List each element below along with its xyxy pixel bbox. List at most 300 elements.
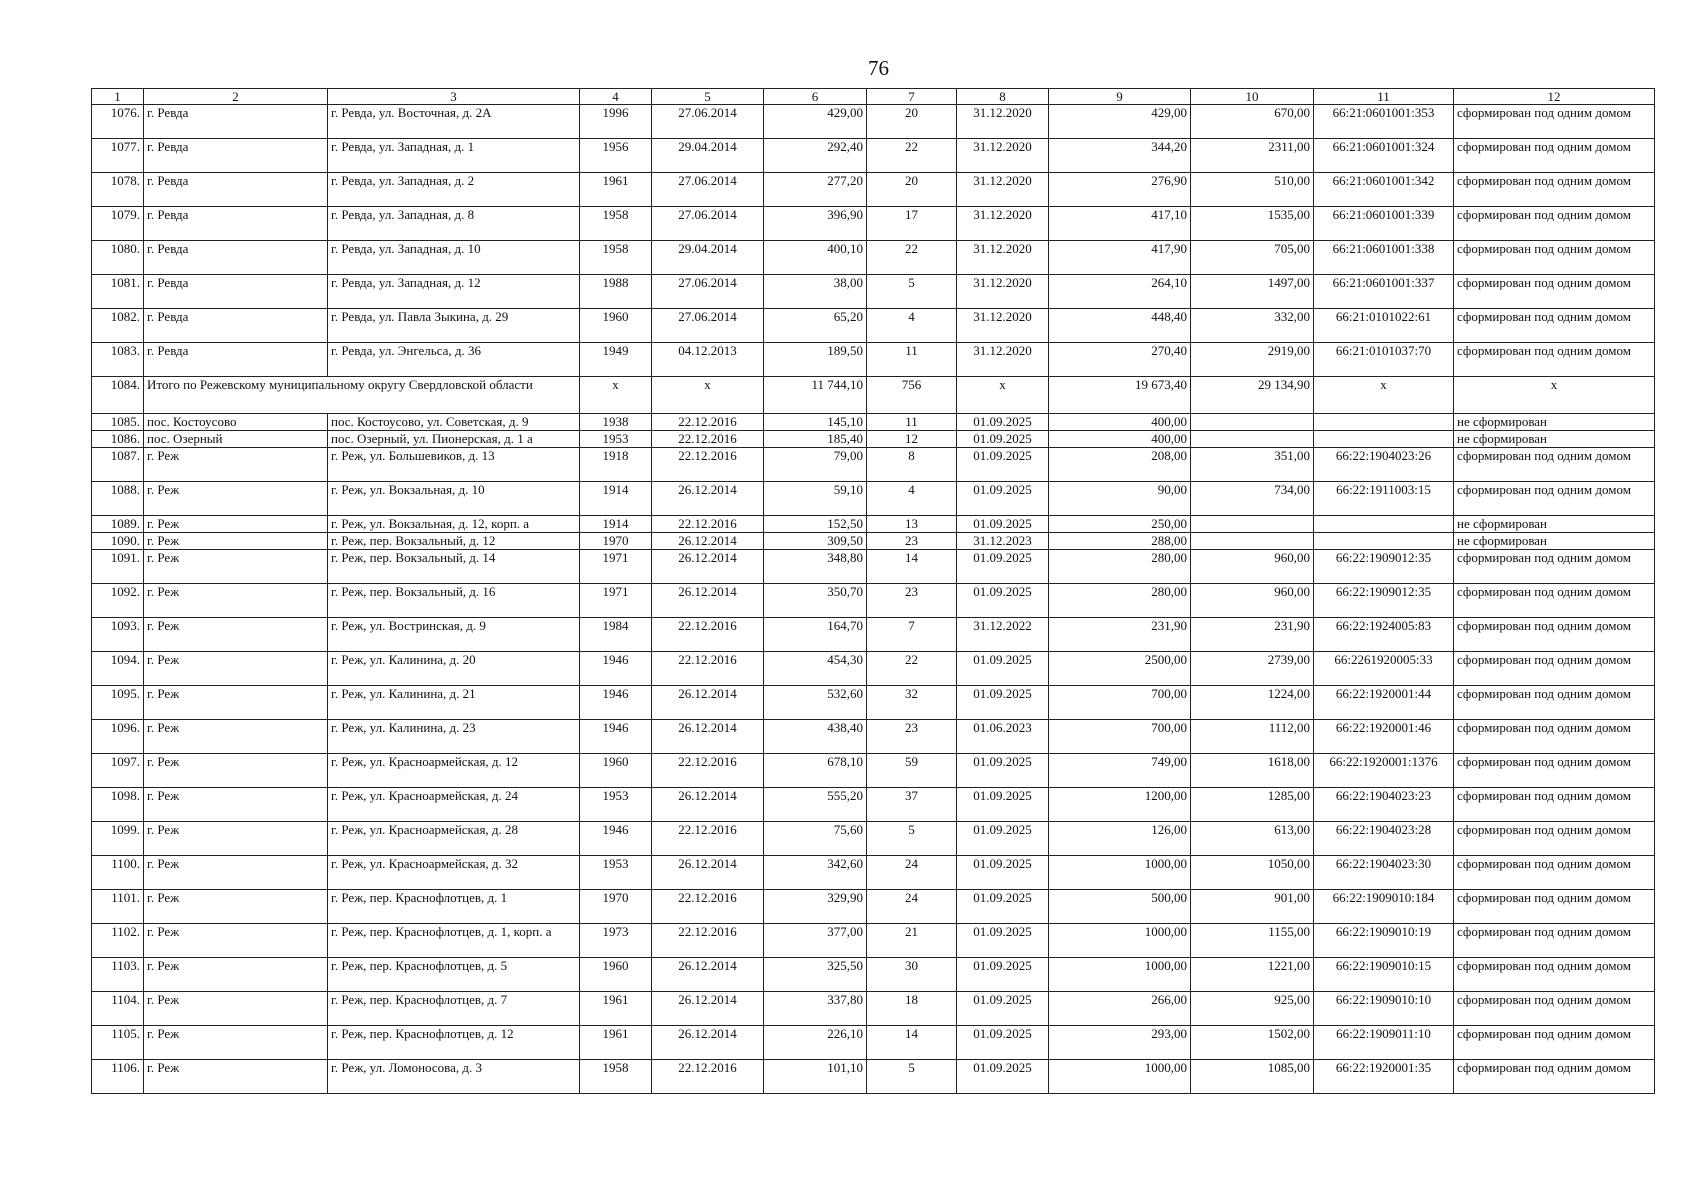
cell-date: 29.04.2014 [652, 241, 764, 275]
cell-cadastral-number [1314, 414, 1454, 431]
cell-land-area: 2919,00 [1191, 343, 1314, 377]
cell-area: 555,20 [764, 788, 867, 822]
cell-area: 145,10 [764, 414, 867, 431]
cell-cadastral-number: 66:22:1904023:30 [1314, 856, 1454, 890]
cell-deadline: 01.09.2025 [957, 1026, 1049, 1060]
cell-value: 264,10 [1049, 275, 1191, 309]
cell-date: 22.12.2016 [652, 754, 764, 788]
cell-year-built: 1914 [580, 516, 652, 533]
cell-row-number: 1088. [92, 482, 144, 516]
cell-area: 348,80 [764, 550, 867, 584]
cell-date: 27.06.2014 [652, 275, 764, 309]
cell-date: 26.12.2014 [652, 550, 764, 584]
table-row [92, 686, 1655, 720]
table-row [92, 992, 1655, 1026]
cell-date: 22.12.2016 [652, 414, 764, 431]
cell-settlement: г. Реж [144, 516, 328, 533]
cell-deadline: 01.09.2025 [957, 431, 1049, 448]
cell-residents: 8 [867, 448, 957, 482]
cell-value: 288,00 [1049, 533, 1191, 550]
cell-date: 22.12.2016 [652, 924, 764, 958]
cell-deadline: 01.09.2025 [957, 958, 1049, 992]
cell-area: 400,10 [764, 241, 867, 275]
cell-settlement: г. Реж [144, 890, 328, 924]
table-row [92, 482, 1655, 516]
cell-value: 400,00 [1049, 414, 1191, 431]
cell-value: 231,90 [1049, 618, 1191, 652]
cell-settlement: г. Реж [144, 550, 328, 584]
cell-deadline: x [957, 377, 1049, 414]
cell-status: сформирован под одним домом [1454, 105, 1655, 139]
cell-year-built: 1970 [580, 533, 652, 550]
cell-deadline: 01.09.2025 [957, 448, 1049, 482]
cell-land-area: 1224,00 [1191, 686, 1314, 720]
cell-address: г. Реж, пер. Краснофлотцев, д. 7 [328, 992, 580, 1026]
cell-area: 65,20 [764, 309, 867, 343]
cell-area: 277,20 [764, 173, 867, 207]
cell-deadline: 01.09.2025 [957, 754, 1049, 788]
table-row [92, 431, 1655, 448]
cell-status: сформирован под одним домом [1454, 309, 1655, 343]
cell-cadastral-number: 66:22:1924005:83 [1314, 618, 1454, 652]
column-header: 11 [1314, 89, 1454, 105]
cell-year-built: 1971 [580, 550, 652, 584]
cell-settlement: г. Реж [144, 686, 328, 720]
cell-row-number: 1090. [92, 533, 144, 550]
cell-row-number: 1081. [92, 275, 144, 309]
table-row [92, 1060, 1655, 1094]
table-row [92, 856, 1655, 890]
cell-residents: 59 [867, 754, 957, 788]
cell-row-number: 1099. [92, 822, 144, 856]
cell-residents: 20 [867, 105, 957, 139]
cell-land-area: 1535,00 [1191, 207, 1314, 241]
cell-residents: 5 [867, 1060, 957, 1094]
cell-year-built: 1946 [580, 822, 652, 856]
cell-status: не сформирован [1454, 533, 1655, 550]
cell-cadastral-number: 66:22:1909010:19 [1314, 924, 1454, 958]
cell-status: сформирован под одним домом [1454, 992, 1655, 1026]
cell-date: 26.12.2014 [652, 482, 764, 516]
cell-year-built: 1984 [580, 618, 652, 652]
cell-deadline: 01.09.2025 [957, 822, 1049, 856]
cell-year-built: 1946 [580, 686, 652, 720]
cell-row-number: 1104. [92, 992, 144, 1026]
cell-settlement: г. Ревда [144, 105, 328, 139]
cell-address: г. Ревда, ул. Западная, д. 10 [328, 241, 580, 275]
cell-address: г. Реж, ул. Востринская, д. 9 [328, 618, 580, 652]
cell-area: 309,50 [764, 533, 867, 550]
cell-address: г. Реж, пер. Краснофлотцев, д. 12 [328, 1026, 580, 1060]
cell-area: 329,90 [764, 890, 867, 924]
cell-deadline: 01.09.2025 [957, 1060, 1049, 1094]
cell-status: x [1454, 377, 1655, 414]
column-header: 10 [1191, 89, 1314, 105]
cell-address: г. Ревда, ул. Западная, д. 8 [328, 207, 580, 241]
cell-status: сформирован под одним домом [1454, 652, 1655, 686]
cell-residents: 32 [867, 686, 957, 720]
table-row [92, 414, 1655, 431]
cell-land-area [1191, 533, 1314, 550]
cell-deadline: 01.09.2025 [957, 890, 1049, 924]
cell-row-number: 1093. [92, 618, 144, 652]
cell-year-built: x [580, 377, 652, 414]
cell-value: 400,00 [1049, 431, 1191, 448]
cell-status: сформирован под одним домом [1454, 788, 1655, 822]
table-row [92, 448, 1655, 482]
cell-settlement: г. Реж [144, 618, 328, 652]
column-header: 12 [1454, 89, 1655, 105]
cell-deadline: 01.09.2025 [957, 414, 1049, 431]
cell-land-area [1191, 414, 1314, 431]
cell-area: 79,00 [764, 448, 867, 482]
cell-land-area: 670,00 [1191, 105, 1314, 139]
cell-settlement: г. Реж [144, 788, 328, 822]
cell-residents: 4 [867, 309, 957, 343]
cell-value: 293,00 [1049, 1026, 1191, 1060]
cell-residents: 11 [867, 343, 957, 377]
cell-area: 11 744,10 [764, 377, 867, 414]
cell-cadastral-number: 66:22:1920001:35 [1314, 1060, 1454, 1094]
table-row [92, 516, 1655, 533]
cell-residents: 22 [867, 241, 957, 275]
cell-date: 26.12.2014 [652, 1026, 764, 1060]
cell-settlement: пос. Костоусово [144, 414, 328, 431]
cell-residents: 37 [867, 788, 957, 822]
cell-address: г. Реж, ул. Калинина, д. 21 [328, 686, 580, 720]
cell-status: сформирован под одним домом [1454, 482, 1655, 516]
cell-date: 22.12.2016 [652, 448, 764, 482]
cell-land-area [1191, 431, 1314, 448]
column-number-row [92, 89, 1655, 105]
cell-address: г. Реж, ул. Калинина, д. 20 [328, 652, 580, 686]
cell-deadline: 01.09.2025 [957, 992, 1049, 1026]
cell-area: 532,60 [764, 686, 867, 720]
cell-residents: 11 [867, 414, 957, 431]
table-row [92, 207, 1655, 241]
cell-land-area: 705,00 [1191, 241, 1314, 275]
cell-area: 101,10 [764, 1060, 867, 1094]
cell-residents: 23 [867, 533, 957, 550]
cell-value: 208,00 [1049, 448, 1191, 482]
cell-row-number: 1076. [92, 105, 144, 139]
cell-residents: 14 [867, 550, 957, 584]
cell-address: г. Реж, ул. Красноармейская, д. 24 [328, 788, 580, 822]
cell-area: 325,50 [764, 958, 867, 992]
cell-area: 342,60 [764, 856, 867, 890]
cell-value: 280,00 [1049, 550, 1191, 584]
cell-year-built: 1958 [580, 241, 652, 275]
table-row [92, 275, 1655, 309]
cell-status: сформирован под одним домом [1454, 890, 1655, 924]
column-header: 9 [1049, 89, 1191, 105]
cell-address: пос. Костоусово, ул. Советская, д. 9 [328, 414, 580, 431]
cell-date: 22.12.2016 [652, 890, 764, 924]
cell-value: 280,00 [1049, 584, 1191, 618]
cell-cadastral-number: 66:22:1904023:28 [1314, 822, 1454, 856]
cell-deadline: 31.12.2020 [957, 343, 1049, 377]
cell-value: 266,00 [1049, 992, 1191, 1026]
cell-address: г. Реж, ул. Вокзальная, д. 12, корп. а [328, 516, 580, 533]
cell-land-area: 925,00 [1191, 992, 1314, 1026]
cell-address: г. Ревда, ул. Западная, д. 2 [328, 173, 580, 207]
cell-status: сформирован под одним домом [1454, 207, 1655, 241]
cell-row-number: 1078. [92, 173, 144, 207]
cell-cadastral-number [1314, 516, 1454, 533]
cell-value: 1000,00 [1049, 924, 1191, 958]
cell-deadline: 31.12.2020 [957, 207, 1049, 241]
cell-residents: 5 [867, 822, 957, 856]
cell-land-area: 613,00 [1191, 822, 1314, 856]
cell-land-area: 1155,00 [1191, 924, 1314, 958]
cell-row-number: 1085. [92, 414, 144, 431]
cell-value: 19 673,40 [1049, 377, 1191, 414]
table-row [92, 822, 1655, 856]
cell-cadastral-number: 66:21:0601001:338 [1314, 241, 1454, 275]
cell-row-number: 1086. [92, 431, 144, 448]
cell-status: сформирован под одним домом [1454, 139, 1655, 173]
cell-value: 344,20 [1049, 139, 1191, 173]
cell-settlement: г. Ревда [144, 275, 328, 309]
cell-cadastral-number: 66:21:0601001:342 [1314, 173, 1454, 207]
cell-cadastral-number: 66:22:1909011:10 [1314, 1026, 1454, 1060]
cell-land-area: 1618,00 [1191, 754, 1314, 788]
cell-value: 417,10 [1049, 207, 1191, 241]
cell-cadastral-number: 66:22:1904023:23 [1314, 788, 1454, 822]
cell-deadline: 01.09.2025 [957, 686, 1049, 720]
cell-area: 396,90 [764, 207, 867, 241]
cell-land-area: 1502,00 [1191, 1026, 1314, 1060]
cell-cadastral-number: 66:22:1909012:35 [1314, 550, 1454, 584]
cell-residents: 7 [867, 618, 957, 652]
cell-land-area: 231,90 [1191, 618, 1314, 652]
cell-cadastral-number: 66:21:0101037:70 [1314, 343, 1454, 377]
cell-residents: 22 [867, 652, 957, 686]
cell-land-area: 960,00 [1191, 550, 1314, 584]
cell-deadline: 01.09.2025 [957, 652, 1049, 686]
cell-row-number: 1087. [92, 448, 144, 482]
table-row [92, 550, 1655, 584]
cell-row-number: 1097. [92, 754, 144, 788]
cell-date: x [652, 377, 764, 414]
table-row [92, 788, 1655, 822]
cell-residents: 20 [867, 173, 957, 207]
cell-year-built: 1973 [580, 924, 652, 958]
cell-land-area: 2311,00 [1191, 139, 1314, 173]
cell-settlement: г. Реж [144, 720, 328, 754]
cell-value: 429,00 [1049, 105, 1191, 139]
cell-row-number: 1101. [92, 890, 144, 924]
cell-address: г. Ревда, ул. Западная, д. 12 [328, 275, 580, 309]
cell-date: 26.12.2014 [652, 533, 764, 550]
cell-area: 226,10 [764, 1026, 867, 1060]
cell-land-area: 960,00 [1191, 584, 1314, 618]
cell-deadline: 31.12.2020 [957, 241, 1049, 275]
cell-deadline: 01.09.2025 [957, 516, 1049, 533]
cell-date: 26.12.2014 [652, 856, 764, 890]
cell-date: 26.12.2014 [652, 584, 764, 618]
table-row [92, 309, 1655, 343]
cell-row-number: 1077. [92, 139, 144, 173]
cell-area: 337,80 [764, 992, 867, 1026]
cell-status: сформирован под одним домом [1454, 856, 1655, 890]
cell-date: 04.12.2013 [652, 343, 764, 377]
cell-settlement: г. Ревда [144, 241, 328, 275]
cell-settlement: г. Реж [144, 482, 328, 516]
cell-year-built: 1938 [580, 414, 652, 431]
cell-year-built: 1961 [580, 992, 652, 1026]
column-header: 1 [92, 89, 144, 105]
table-row [92, 584, 1655, 618]
cell-area: 164,70 [764, 618, 867, 652]
cell-row-number: 1092. [92, 584, 144, 618]
cell-settlement: г. Реж [144, 1026, 328, 1060]
cell-total-label: Итого по Режевскому муниципальному округу Свердловской области [144, 377, 580, 414]
table-row [92, 139, 1655, 173]
cell-date: 26.12.2014 [652, 686, 764, 720]
cell-area: 377,00 [764, 924, 867, 958]
cell-address: г. Реж, ул. Красноармейская, д. 12 [328, 754, 580, 788]
cell-date: 22.12.2016 [652, 431, 764, 448]
cell-status: сформирован под одним домом [1454, 822, 1655, 856]
cell-residents: 23 [867, 720, 957, 754]
cell-year-built: 1961 [580, 173, 652, 207]
cell-deadline: 01.09.2025 [957, 856, 1049, 890]
cell-deadline: 01.09.2025 [957, 482, 1049, 516]
cell-value: 270,40 [1049, 343, 1191, 377]
cell-settlement: пос. Озерный [144, 431, 328, 448]
cell-residents: 24 [867, 890, 957, 924]
cell-year-built: 1971 [580, 584, 652, 618]
cell-address: г. Реж, пер. Краснофлотцев, д. 1, корп. а [328, 924, 580, 958]
cell-residents: 4 [867, 482, 957, 516]
cell-deadline: 01.09.2025 [957, 924, 1049, 958]
cell-cadastral-number: 66:21:0601001:337 [1314, 275, 1454, 309]
cell-cadastral-number [1314, 431, 1454, 448]
cell-year-built: 1958 [580, 1060, 652, 1094]
cell-area: 350,70 [764, 584, 867, 618]
cell-year-built: 1960 [580, 958, 652, 992]
cell-year-built: 1960 [580, 754, 652, 788]
column-header: 5 [652, 89, 764, 105]
cell-area: 438,40 [764, 720, 867, 754]
cell-land-area: 1221,00 [1191, 958, 1314, 992]
cell-deadline: 31.12.2020 [957, 309, 1049, 343]
cell-deadline: 31.12.2020 [957, 275, 1049, 309]
cell-address: г. Реж, пер. Краснофлотцев, д. 5 [328, 958, 580, 992]
cell-address: г. Ревда, ул. Восточная, д. 2А [328, 105, 580, 139]
cell-value: 1000,00 [1049, 856, 1191, 890]
cell-year-built: 1953 [580, 788, 652, 822]
cell-area: 189,50 [764, 343, 867, 377]
cell-residents: 756 [867, 377, 957, 414]
table-row [92, 924, 1655, 958]
cell-cadastral-number: 66:22:1909010:184 [1314, 890, 1454, 924]
cell-settlement: г. Реж [144, 754, 328, 788]
cell-cadastral-number: 66:22:1909012:35 [1314, 584, 1454, 618]
cell-area: 38,00 [764, 275, 867, 309]
cell-land-area: 1497,00 [1191, 275, 1314, 309]
housing-register-table [91, 88, 1655, 1094]
cell-area: 429,00 [764, 105, 867, 139]
cell-deadline: 31.12.2020 [957, 139, 1049, 173]
cell-row-number: 1080. [92, 241, 144, 275]
cell-value: 749,00 [1049, 754, 1191, 788]
cell-row-number: 1091. [92, 550, 144, 584]
page-number: 76 [868, 56, 889, 80]
cell-settlement: г. Ревда [144, 309, 328, 343]
cell-land-area: 1050,00 [1191, 856, 1314, 890]
cell-year-built: 1961 [580, 1026, 652, 1060]
cell-date: 26.12.2014 [652, 958, 764, 992]
cell-settlement: г. Реж [144, 533, 328, 550]
cell-date: 22.12.2016 [652, 1060, 764, 1094]
cell-status: сформирован под одним домом [1454, 173, 1655, 207]
cell-date: 27.06.2014 [652, 309, 764, 343]
cell-value: 276,90 [1049, 173, 1191, 207]
cell-status: сформирован под одним домом [1454, 241, 1655, 275]
cell-residents: 17 [867, 207, 957, 241]
table-body [92, 105, 1655, 1094]
cell-area: 292,40 [764, 139, 867, 173]
cell-land-area: 1285,00 [1191, 788, 1314, 822]
cell-row-number: 1098. [92, 788, 144, 822]
table-row [92, 652, 1655, 686]
cell-deadline: 31.12.2023 [957, 533, 1049, 550]
cell-cadastral-number: 66:21:0601001:339 [1314, 207, 1454, 241]
table-row [92, 343, 1655, 377]
cell-date: 27.06.2014 [652, 207, 764, 241]
cell-address: г. Реж, ул. Красноармейская, д. 28 [328, 822, 580, 856]
table-row [92, 618, 1655, 652]
cell-status: не сформирован [1454, 516, 1655, 533]
cell-date: 22.12.2016 [652, 516, 764, 533]
cell-settlement: г. Ревда [144, 173, 328, 207]
cell-value: 417,90 [1049, 241, 1191, 275]
cell-address: г. Реж, пер. Вокзальный, д. 14 [328, 550, 580, 584]
cell-residents: 18 [867, 992, 957, 1026]
cell-value: 250,00 [1049, 516, 1191, 533]
cell-deadline: 01.09.2025 [957, 584, 1049, 618]
cell-date: 26.12.2014 [652, 788, 764, 822]
column-header: 3 [328, 89, 580, 105]
cell-residents: 23 [867, 584, 957, 618]
cell-year-built: 1949 [580, 343, 652, 377]
cell-settlement: г. Реж [144, 856, 328, 890]
cell-land-area: 29 134,90 [1191, 377, 1314, 414]
cell-address: г. Реж, ул. Большевиков, д. 13 [328, 448, 580, 482]
cell-address: г. Реж, ул. Калинина, д. 23 [328, 720, 580, 754]
cell-status: сформирован под одним домом [1454, 550, 1655, 584]
cell-settlement: г. Реж [144, 822, 328, 856]
cell-settlement: г. Реж [144, 958, 328, 992]
cell-value: 126,00 [1049, 822, 1191, 856]
cell-area: 75,60 [764, 822, 867, 856]
cell-deadline: 31.12.2020 [957, 173, 1049, 207]
table-row [92, 754, 1655, 788]
table-row [92, 173, 1655, 207]
cell-area: 152,50 [764, 516, 867, 533]
cell-settlement: г. Ревда [144, 343, 328, 377]
cell-cadastral-number: 66:22:1920001:46 [1314, 720, 1454, 754]
cell-value: 500,00 [1049, 890, 1191, 924]
cell-address: г. Ревда, ул. Энгельса, д. 36 [328, 343, 580, 377]
cell-cadastral-number: 66:22:1904023:26 [1314, 448, 1454, 482]
cell-settlement: г. Реж [144, 448, 328, 482]
cell-address: г. Реж, ул. Вокзальная, д. 10 [328, 482, 580, 516]
cell-deadline: 01.09.2025 [957, 788, 1049, 822]
table-row [92, 241, 1655, 275]
